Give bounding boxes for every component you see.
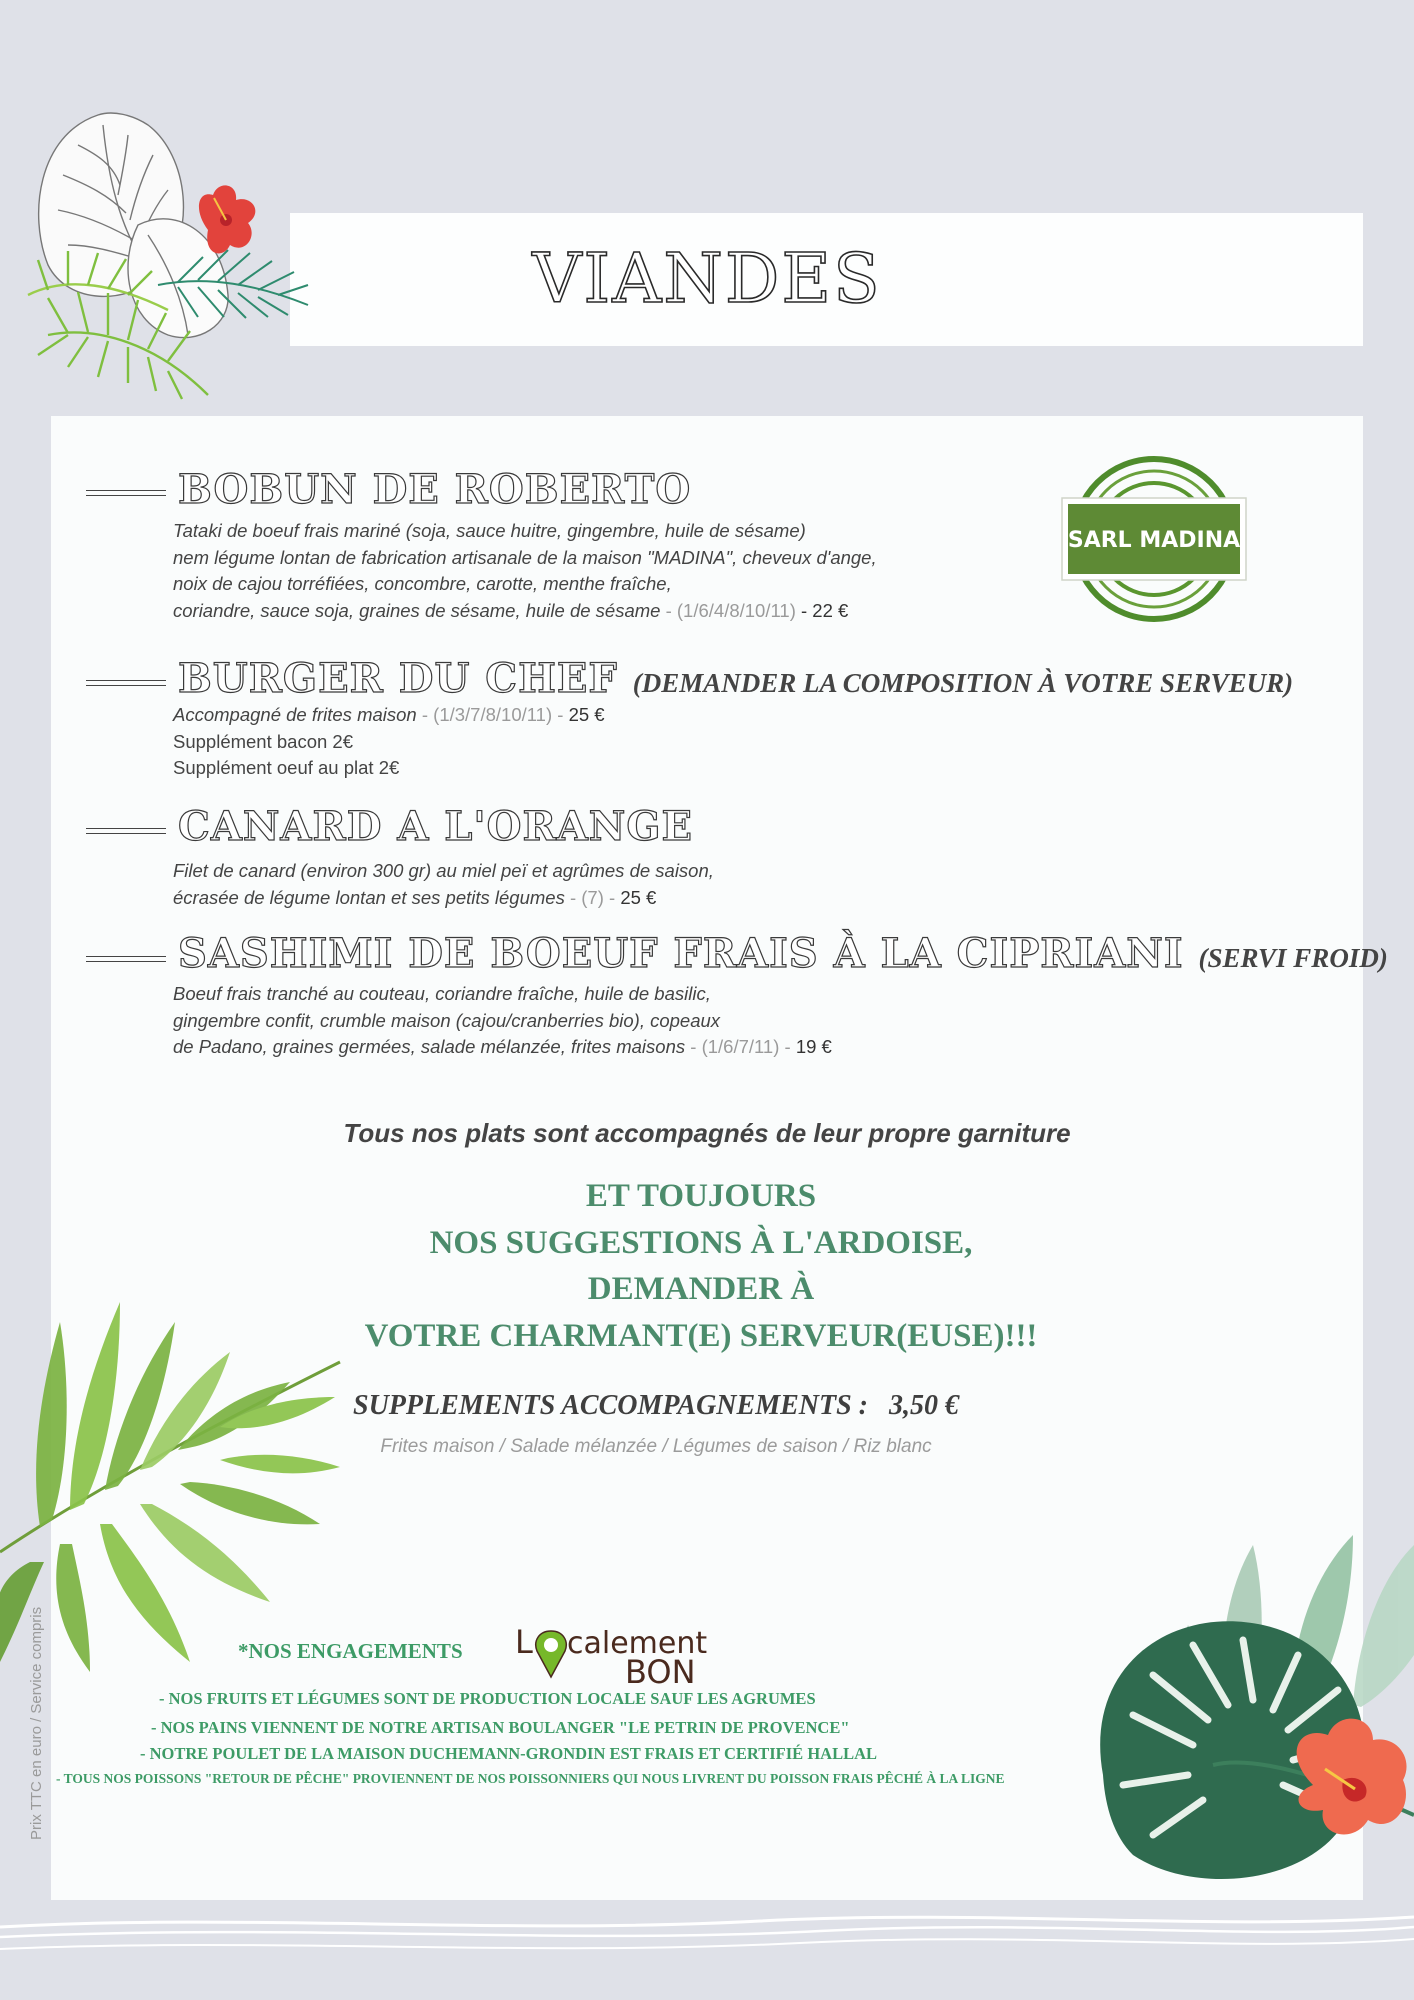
dish-price: - 22 € [795,599,849,621]
dish-price: 25 € [568,704,605,725]
wave-decoration-icon [0,1905,1414,1965]
dish-rule [86,828,166,834]
dish-price: 19 € [795,1036,832,1057]
sarl-madina-logo [1058,454,1250,624]
dish-extra: Supplément oeuf au plat 2€ [173,757,400,778]
engagement-item: - NOS PAINS VIENNENT DE NOTRE ARTISAN BOULANGER "LE PETRIN DE PROVENCE" [151,1718,850,1737]
supplements-title: SUPPLEMENTS ACCOMPAGNEMENTS : 3,50 € [353,1390,959,1421]
dish-rule [86,490,166,496]
dish-description: Filet de canard (environ 300 gr) au miel peï et agrûmes de saison, écrasée de légume lontan et ses petits légumes - (7) - 25 € [173,860,714,908]
dish-description: Tataki de boeuf frais mariné (soja, sauce huitre, gingembre, huile de sésame) nem légume lontan de fabrication artisanale de la maison "MADINA", cheveux d'ange, noix de cajou torréfiées, concombre, carotte, menthe fraîche, coriandre, sauce soja, graines de sésame, huile de sésame - (1/6/4/8/10/11) - 22 € [173,520,877,621]
suggestions-block: ET TOUJOURS NOS SUGGESTIONS À L'ARDOISE, DEMANDER À VOTRE CHARMANT(E) SERVEUR(EUSE)!!! [364,1178,1038,1354]
allergen-codes: - (1/6/4/8/10/11) [660,599,796,621]
dish-title: BURGER DU CHEF (DEMANDER LA COMPOSITION À VOTRE SERVEUR) [178,655,1294,702]
garniture-note: Tous nos plats sont accompagnés de leur propre garniture [343,1118,1071,1148]
dish-price: 25 € [620,886,657,908]
localement-bon-logo [515,1615,715,1685]
dish-extra: Supplément bacon 2€ [173,730,353,752]
palm-leaf-left-icon [0,1262,345,1682]
engagements-title: *NOS ENGAGEMENTS [238,1639,463,1663]
dish-title: SASHIMI DE BOEUF FRAIS À LA CIPRIANI (SERVI FROID) [178,930,1388,977]
svg-text:L: L [515,1623,533,1661]
engagement-item: - TOUS NOS POISSONS "RETOUR DE PÊCHE" PROVIENNENT DE NOS POISSONNIERS QUI NOUS LIVRENT DU POISSON FRAIS PÊCHÉ À LA LIGNE [56,1771,1005,1786]
supplements-list: Frites maison / Salade mélanzée / Légumes de saison / Riz blanc [380,1436,932,1457]
price-side-note: Prix TTC en euro / Service compris [28,1606,45,1840]
tropical-leaves-top-icon [8,95,318,415]
dish-rule [86,680,166,686]
dish-note: (SERVI FROID) [1198,943,1388,973]
dish-title: CANARD A L'ORANGE [178,803,693,850]
engagement-item: - NOTRE POULET DE LA MAISON DUCHEMANN-GRONDIN EST FRAIS ET CERTIFIÉ HALLAL [140,1744,877,1763]
madina-logo-text: SARL MADINA [1067,528,1241,553]
page-title: VIANDES [532,240,882,319]
svg-text:BON: BON [625,1653,696,1685]
dish-description: Boeuf frais tranché au couteau, coriandre fraîche, huile de basilic, gingembre confit, crumble maison (cajou/cranberries bio), copeaux de Padano, graines germées, salade mélanzée, frites maisons - (1/6/7/11) - 19 € [173,983,832,1057]
dish-description: Accompagné de frites maison - (1/3/7/8/10/11) - 25 € Supplément bacon 2€ Supplément oeuf au plat 2€ [173,702,605,782]
tropical-leaves-right-icon [1093,1515,1414,1925]
engagement-item: - NOS FRUITS ET LÉGUMES SONT DE PRODUCTION LOCALE SAUF LES AGRUMES [159,1689,816,1708]
dish-note: (DEMANDER LA COMPOSITION À VOTRE SERVEUR) [632,668,1294,698]
allergen-codes: - (1/6/7/11) - [685,1036,796,1057]
svg-text:calement: calement [567,1626,708,1661]
allergen-codes: - (7) - [564,886,621,908]
allergen-codes: - (1/3/7/8/10/11) - [416,704,569,725]
dish-title: BOBUN DE ROBERTO [178,466,692,513]
dish-rule [86,956,166,962]
